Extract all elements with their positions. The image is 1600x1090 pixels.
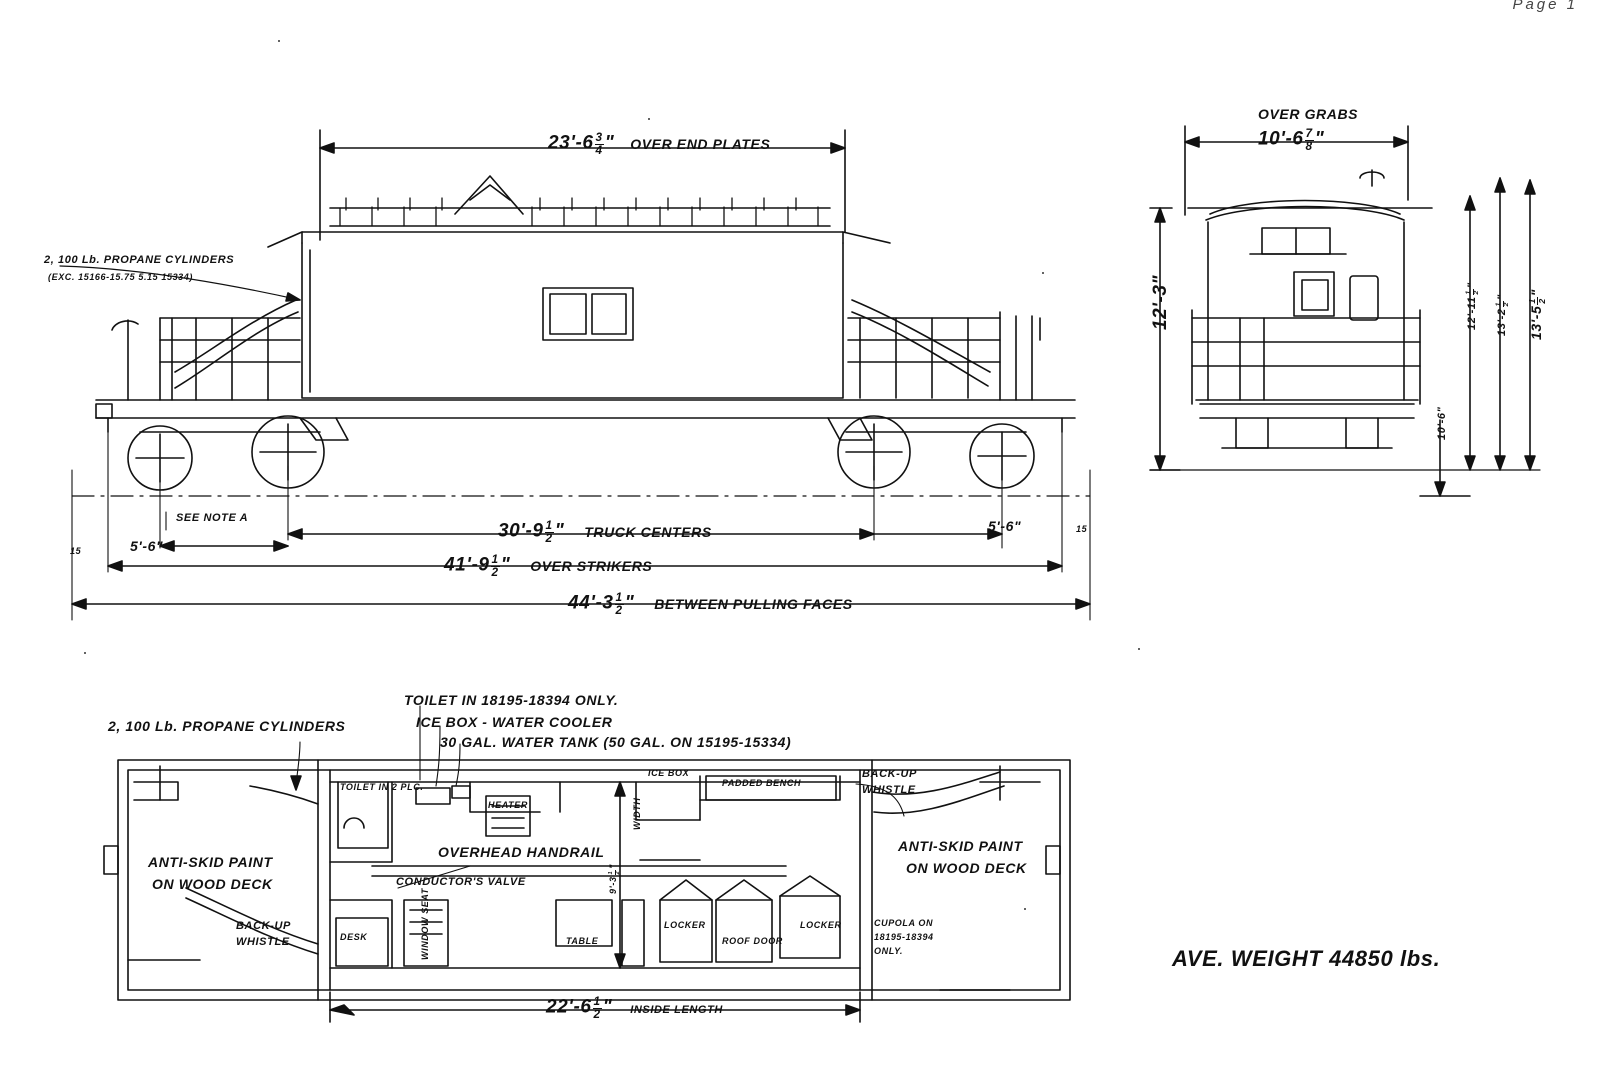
dim-inside-length: 22'-6 $\frac{1}{2}$ " INSIDE LENGTH <box>546 995 723 1022</box>
label-backup-whistle-left-2: WHISTLE <box>236 936 290 948</box>
label-anti-skid-left-2: ON WOOD DECK <box>152 876 273 892</box>
label-cupola-note-3: ONLY. <box>874 946 904 956</box>
ave-weight-text: AVE. WEIGHT 44850 lbs. <box>1172 946 1441 971</box>
label-window-seat: WINDOW SEAT <box>420 888 430 960</box>
dim-height-left: 12'-3" <box>1150 274 1171 330</box>
dim-truck-centers: 30'-9 $\frac{1}{2}$ " TRUCK CENTERS <box>498 519 712 546</box>
label-backup-whistle-right-2: WHISTLE <box>862 784 916 796</box>
label-desk: DESK <box>340 932 368 942</box>
dim-over-end-plates: 23'-6 $\frac{3}{4}$ " OVER END PLATES <box>548 131 771 158</box>
label-plan-width: WIDTH <box>632 797 642 830</box>
label-locker-1: LOCKER <box>664 920 706 930</box>
label-anti-skid-right-1: ANTI-SKID PAINT <box>898 838 1023 854</box>
label-ice-box: ICE BOX <box>648 768 690 778</box>
note-propane-side: 2, 100 Lb. PROPANE CYLINDERS <box>44 254 235 266</box>
label-toilet: TOILET IN 2 PLC. <box>340 782 424 792</box>
dim-height-mid: 12'-11 1 2 " <box>1465 282 1481 330</box>
dim-end-right: 5'-6" <box>988 518 1022 534</box>
dim-height-right: 13'-5 1 2 " <box>1527 288 1547 340</box>
dim-over-grabs: 10'-6 $\frac{7}{8}$ " <box>1258 127 1325 154</box>
label-backup-whistle-left-1: BACK-UP <box>236 920 291 932</box>
label-anti-skid-left-1: ANTI-SKID PAINT <box>148 854 273 870</box>
note-propane-side-sub: (EXC. 15166-15.75 5.15 15334) <box>48 272 193 282</box>
dim-height-mid2: 13'-2 1 2 " <box>1495 294 1511 336</box>
note-propane-plan: 2, 100 Lb. PROPANE CYLINDERS <box>108 718 346 734</box>
label-cupola-note-1: CUPOLA ON <box>874 918 934 928</box>
dim-between-pulling-faces: 44'-3 $\frac{1}{2}$ " BETWEEN PULLING FACES <box>568 591 853 618</box>
label-anti-skid-right-2: ON WOOD DECK <box>906 860 1027 876</box>
end-elevation-group <box>1150 126 1540 496</box>
label-over-grabs: OVER GRABS <box>1258 106 1359 122</box>
note-icebox: ICE BOX - WATER COOLER <box>416 714 613 730</box>
label-cupola-note-2: 18195-18394 <box>874 932 934 942</box>
label-roof-door: ROOF DOOR <box>722 936 783 946</box>
note-toilet-top: TOILET IN 18195-18394 ONLY. <box>404 692 619 708</box>
label-conductors-valve: CONDUCTOR'S VALVE <box>396 876 526 888</box>
label-padded-bench: PADDED BENCH <box>722 778 802 788</box>
note-see-note-a: SEE NOTE A <box>176 512 249 524</box>
side-elevation-group <box>60 130 1090 620</box>
label-plan-width-dim: 9'-3 1 2 " <box>607 863 621 894</box>
dim-rail-height: 10'-6" <box>1436 406 1448 440</box>
page-header: Page 1 <box>1512 0 1578 13</box>
label-overhead-handrail: OVERHEAD HANDRAIL <box>438 844 605 860</box>
dim-over-strikers: 41'-9 $\frac{1}{2}$ " OVER STRIKERS <box>444 553 653 580</box>
tick-left: 15 <box>70 546 82 556</box>
label-table: TABLE <box>566 936 599 946</box>
label-locker-2: LOCKER <box>800 920 842 930</box>
label-backup-whistle-right-1: BACK-UP <box>862 768 917 780</box>
note-water-tank: 30 GAL. WATER TANK (50 GAL. ON 15195-15334) <box>440 734 792 750</box>
tick-right: 15 <box>1076 524 1088 534</box>
dim-end-left: 5'-6" <box>130 538 164 554</box>
label-heater: HEATER <box>488 800 528 810</box>
